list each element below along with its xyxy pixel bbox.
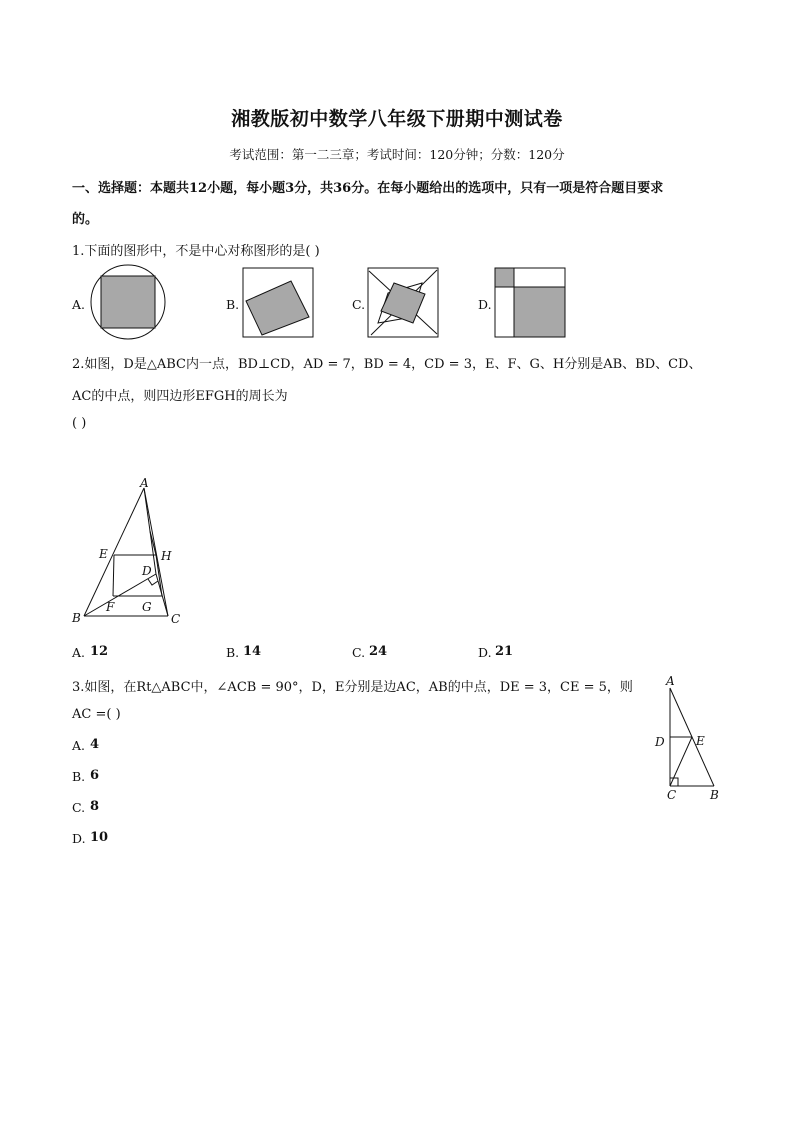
q1-figure-c [367, 267, 441, 339]
exam-info: 考试范围：第一二三章；考试时间：120分钟；分数：120分 [229, 147, 565, 162]
q2-option-a-value: 12 [90, 644, 109, 659]
q3-option-a-label: A. [72, 738, 86, 753]
q2-stem: 2.如图，D是△ABC内一点，BD⊥CD，AD = 7，BD = 4，CD = 3，E、F、G、H分别是AB、BD、CD、 [72, 357, 702, 372]
section-heading: 一、选择题：本题共12小题，每小题3分，共36分。在每小题给出的选项中，只有一项是符合题目要求 [72, 181, 664, 196]
q2-option-c-label: C. [352, 645, 366, 660]
q1-figure-a [88, 264, 170, 340]
q2-option-d-value: 21 [495, 644, 514, 659]
q1-option-a-label: A. [72, 297, 86, 312]
q1-figure-d [494, 267, 568, 339]
q3-option-d-label: D. [72, 831, 86, 846]
q3-label-c: C [667, 788, 677, 802]
q1-stem: 1.下面的图形中，不是中心对称图形的是( ) [72, 244, 320, 259]
q2-triangle-figure [68, 476, 188, 628]
q1-figure-b [242, 267, 316, 339]
q3-label-a: A [666, 674, 675, 688]
q3-option-a-value: 4 [90, 737, 100, 752]
q3-option-d-value: 10 [90, 830, 109, 845]
q3-option-b-label: B. [72, 769, 86, 784]
q3-label-e: E [696, 734, 705, 748]
q2-label-c: C [171, 612, 181, 626]
q3-stem: 3.如图，在Rt△ABC中，∠ACB = 90°，D，E分别是边AC，AB的中点，DE = 3，CE = 5，则 [72, 680, 633, 695]
q2-label-f: F [106, 600, 115, 614]
q2-answer-blank: ( ) [72, 416, 87, 431]
q2-option-b-label: B. [226, 645, 240, 660]
q3-label-b: B [710, 788, 719, 802]
q2-label-g: G [142, 600, 152, 614]
q2-label-h: H [161, 549, 172, 563]
q3-triangle-figure [648, 674, 728, 802]
q2-label-b: B [72, 611, 81, 625]
q2-option-d-label: D. [478, 645, 492, 660]
q2-label-d: D [142, 564, 152, 578]
q2-label-a: A [140, 476, 149, 490]
q3-label-d: D [655, 735, 665, 749]
q2-option-a-label: A. [72, 645, 86, 660]
q1-option-c-label: C. [352, 297, 366, 312]
section-heading-cont: 的。 [72, 212, 99, 227]
q2-option-b-value: 14 [243, 644, 262, 659]
q2-stem-cont: AC的中点，则四边形EFGH的周长为 [72, 389, 288, 404]
q1-option-d-label: D. [478, 297, 492, 312]
q2-label-e: E [99, 547, 108, 561]
q3-option-c-label: C. [72, 800, 86, 815]
q3-option-b-value: 6 [90, 768, 100, 783]
q1-option-b-label: B. [226, 297, 240, 312]
q2-option-c-value: 24 [369, 644, 388, 659]
q3-stem-cont: AC =( ) [72, 707, 121, 722]
page-title: 湘教版初中数学八年级下册期中测试卷 [231, 108, 563, 130]
q3-option-c-value: 8 [90, 799, 100, 814]
